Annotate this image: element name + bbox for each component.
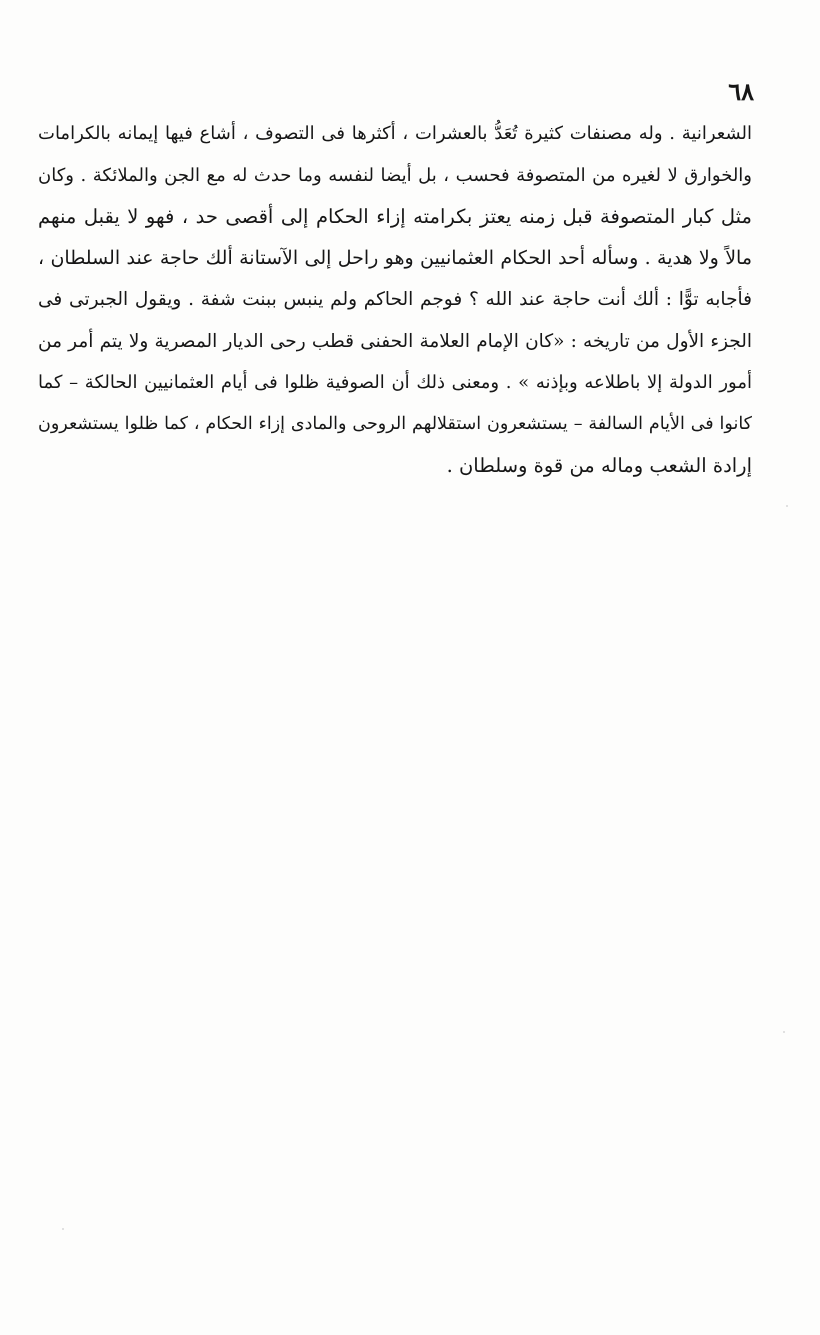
text-line-5: فأجابه توًّا : ألك أنت حاجة عند الله ؟ فوجم الحاكم ولم ينبس ببنت شفة . ويقول الجبرتى فى bbox=[38, 289, 752, 310]
paper-speck bbox=[786, 505, 788, 507]
text-line-6: الجزء الأول من تاريخه : «كان الإمام العلامة الحفنى قطب رحى الديار المصرية ولا يتم أمر من bbox=[38, 330, 752, 352]
body-text bbox=[38, 113, 752, 487]
text-line-3: مثل كبار المتصوفة قبل زمنه يعتز بكرامته إزاء الحكام إلى أقصى حد ، فهو لا يقبل منهم bbox=[38, 205, 752, 228]
paper-speck bbox=[62, 1228, 64, 1230]
text-line-7: أمور الدولة إلا باطلاعه وبإذنه » . ومعنى ذلك أن الصوفية ظلوا فى أيام العثمانيين الحالكة – كما bbox=[38, 372, 753, 393]
text-line-2: والخوارق لا لغيره من المتصوفة فحسب ، بل أيضا لنفسه وما حدث له مع الجن والملائكة . وكان bbox=[38, 164, 752, 186]
text-line-1: الشعرانية . وله مصنفات كثيرة تُعَدُّ بالعشرات ، أكثرها فى التصوف ، أشاع فيها إيمانه بالكرامات bbox=[38, 123, 752, 144]
text-line-9: إرادة الشعب وماله من قوة وسلطان . bbox=[446, 454, 752, 477]
text-line-8: كانوا فى الأيام السالفة – يستشعرون استقلالهم الروحى والمادى إزاء الحكام ، كما ظلوا يستشعرون bbox=[38, 413, 752, 434]
page-number: ٦٨ bbox=[728, 77, 754, 106]
text-line-4: مالاً ولا هدية . وسأله أحد الحكام العثمانيين وهو راحل إلى الآستانة ألك حاجة عند السلطان ، bbox=[38, 246, 752, 269]
paper-speck bbox=[783, 1031, 785, 1033]
